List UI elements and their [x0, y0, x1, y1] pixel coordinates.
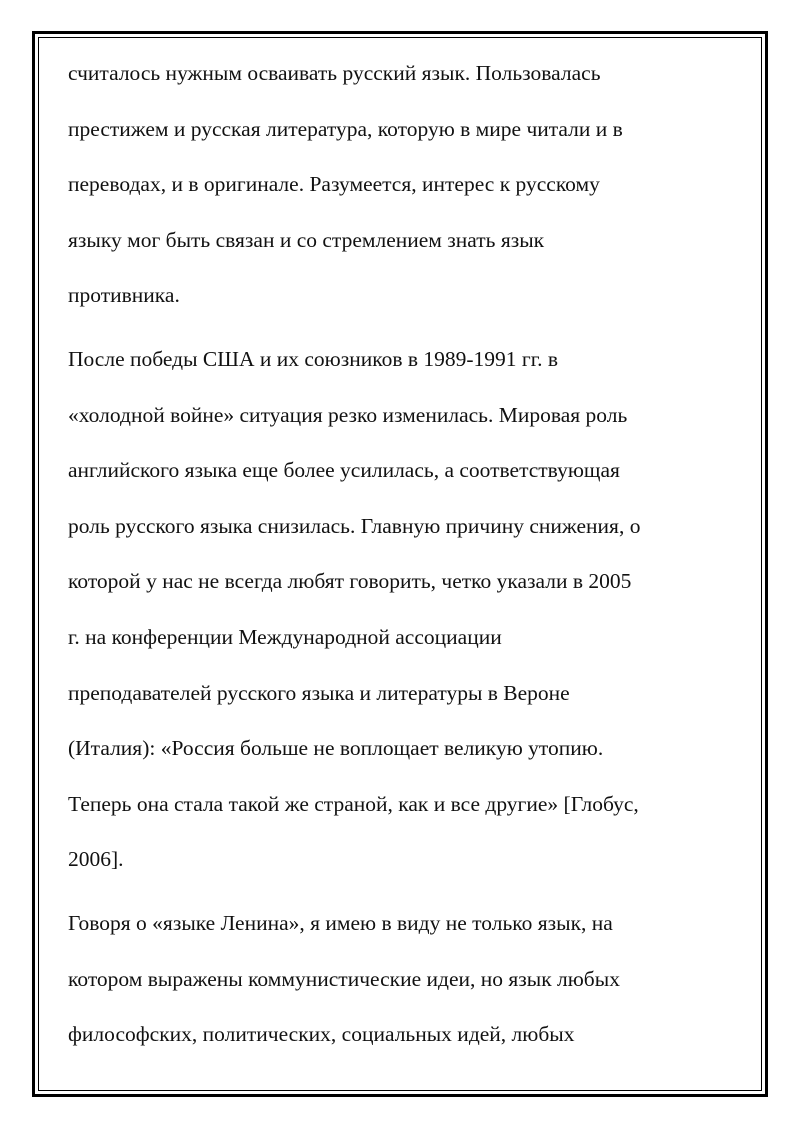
- text-line: После победы США и их союзников в 1989-1991 гг. в: [68, 346, 559, 371]
- text-line: престижем и русская литература, которую в мире читали и в: [68, 116, 623, 141]
- text-line: (Италия): «Россия больше не воплощает великую утопию.: [68, 736, 604, 761]
- paragraph-1: [68, 46, 728, 324]
- text-line: переводах, и в оригинале. Разумеется, интерес к русскому: [68, 172, 600, 197]
- text-line: г. на конференции Международной ассоциации: [68, 624, 502, 649]
- text-line: которой у нас не всегда любят говорить, четко указали в 2005: [68, 569, 632, 594]
- text-line: противника.: [68, 283, 180, 308]
- text-line: роль русского языка снизилась. Главную причину снижения, о: [68, 513, 641, 538]
- text-line: Теперь она стала такой же страной, как и все другие» [Глобус,: [68, 791, 639, 816]
- text-line: философских, политических, социальных идей, любых: [68, 1022, 575, 1047]
- text-line: английского языка еще более усилилась, а соответствующая: [68, 458, 620, 483]
- text-line: котором выражены коммунистические идеи, но язык любых: [68, 966, 620, 991]
- text-line: «холодной войне» ситуация резко изменилась. Мировая роль: [68, 402, 628, 427]
- document-body: [68, 46, 728, 1063]
- text-line: языку мог быть связан и со стремлением знать язык: [68, 227, 545, 252]
- paragraph-2: [68, 332, 728, 888]
- text-line: 2006].: [68, 847, 124, 872]
- text-line: преподавателей русского языка и литературы в Вероне: [68, 680, 570, 705]
- text-line: Говоря о «языке Ленина», я имею в виду не только язык, на: [68, 910, 613, 935]
- text-line: считалось нужным осваивать русский язык. Пользовалась: [68, 61, 601, 85]
- paragraph-3: [68, 896, 728, 1063]
